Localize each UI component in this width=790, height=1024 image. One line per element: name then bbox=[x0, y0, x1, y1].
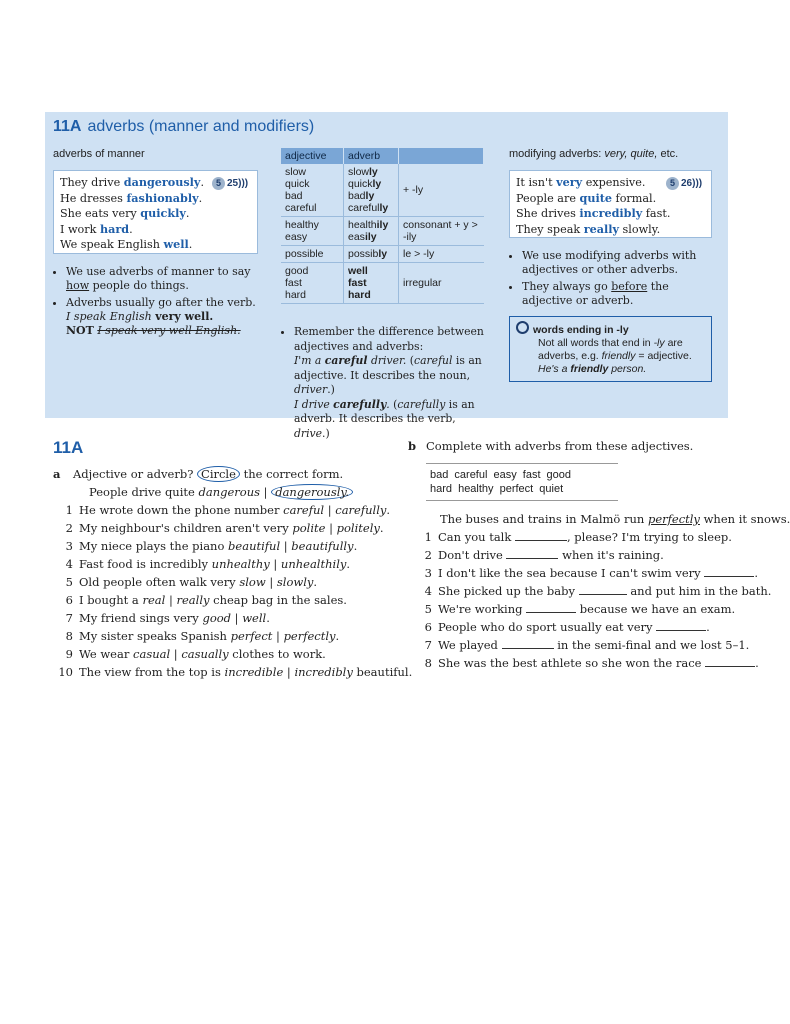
answer-options[interactable]: beautiful | beautifully bbox=[228, 539, 354, 553]
adjective-adverb-table bbox=[281, 148, 484, 304]
sound-icon: ))) bbox=[238, 178, 249, 189]
exercise-a bbox=[53, 465, 413, 681]
exercise-item: 5 Old people often walk very slow | slowly. bbox=[65, 575, 318, 589]
manner-heading: adverbs of manner bbox=[53, 148, 145, 160]
magnifier-icon bbox=[516, 321, 529, 334]
exercise-item: 6 People who do sport usually eat very . bbox=[424, 620, 710, 634]
manner-notes bbox=[53, 265, 263, 341]
manner-note-1: • We use adverbs of manner to say how people do things. bbox=[66, 265, 263, 293]
audio-disc: 5 bbox=[212, 177, 225, 190]
exercise-item: 7 My friend sings very good | well. bbox=[65, 611, 270, 625]
manner-example: We speak English well. bbox=[60, 237, 193, 251]
exercise-item: 1 Can you talk , please? I'm trying to sleep. bbox=[424, 530, 732, 544]
audio-disc: 5 bbox=[666, 177, 679, 190]
exercise-title: 11A bbox=[53, 438, 84, 457]
exercise-item: 2 My neighbour's children aren't very polite | politely. bbox=[65, 521, 384, 535]
modifying-note-1: • We use modifying adverbs with adjectives or other adverbs. bbox=[522, 249, 719, 277]
exercise-item: 5 We're working because we have an exam. bbox=[424, 602, 736, 616]
answer-options[interactable]: perfect | perfectly bbox=[230, 629, 336, 643]
answer-options[interactable]: real | really bbox=[142, 593, 210, 607]
exercise-item: 1 He wrote down the phone number careful | carefully. bbox=[65, 503, 391, 517]
manner-example: She eats very quickly. bbox=[60, 206, 190, 220]
adverb-cell: healthily easily bbox=[344, 217, 399, 246]
exercise-item: 7 We played in the semi-final and we lost 5–1. bbox=[424, 638, 750, 652]
exercise-item: 3 My niece plays the piano beautiful | beautifully. bbox=[65, 539, 358, 553]
answer-options[interactable]: polite | politely bbox=[292, 521, 380, 535]
rule-cell: + -ly bbox=[399, 164, 484, 217]
adjective-cell: slow quick bad careful bbox=[281, 164, 344, 217]
adverb-cell: well fast hard bbox=[344, 263, 399, 304]
exercise-item: 2 Don't drive when it's raining. bbox=[424, 548, 664, 562]
exercise-item: 6 I bought a real | really cheap bag in the sales. bbox=[65, 593, 347, 607]
exercise-a-example: People drive quite dangerous | dangerously. bbox=[53, 483, 393, 501]
answer-blank[interactable] bbox=[506, 548, 558, 559]
manner-example: He dresses fashionably. bbox=[60, 190, 203, 205]
exercise-item: 9 We wear casual | casually clothes to work. bbox=[65, 647, 326, 661]
adjective-cell: possible bbox=[281, 246, 344, 263]
exercise-b bbox=[418, 510, 790, 672]
word-box: bad careful easy fast good hard healthy perfect quiet bbox=[426, 463, 618, 501]
modifying-note-2: • They always go before the adjective or adverb. bbox=[522, 280, 719, 308]
table-header-adjective: adjective bbox=[281, 148, 344, 164]
table-row bbox=[281, 217, 484, 246]
exercise-item: 4 Fast food is incredibly unhealthy | unhealthily. bbox=[65, 557, 351, 571]
answer-blank[interactable] bbox=[526, 602, 576, 613]
exercise-item: 10 The view from the top is incredible | incredibly beautiful. bbox=[58, 665, 413, 679]
answer-blank[interactable] bbox=[704, 566, 754, 577]
answer-blank[interactable] bbox=[656, 620, 706, 631]
table-row bbox=[281, 164, 484, 217]
modifying-notes bbox=[509, 249, 719, 311]
adjective-cell: healthy easy bbox=[281, 217, 344, 246]
answer-blank[interactable] bbox=[705, 656, 755, 667]
answer-options[interactable]: slow | slowly bbox=[239, 575, 314, 589]
answer-options[interactable]: good | well bbox=[202, 611, 267, 625]
answer-blank[interactable] bbox=[502, 638, 554, 649]
exercise-item: 8 My sister speaks Spanish perfect | perfectly. bbox=[65, 629, 340, 643]
adjective-cell: good fast hard bbox=[281, 263, 344, 304]
manner-note-2: • Adverbs usually go after the verb. I speak English very well. NOT I speak very well English. bbox=[66, 296, 263, 338]
tip-box: words ending in -ly Not all words that end in -ly are adverbs, e.g. friendly = adjective. He's a friendly person. bbox=[509, 316, 712, 382]
exercise-item: 8 She was the best athlete so she won the race . bbox=[424, 656, 759, 670]
unit-title: 11A adverbs (manner and modifiers) bbox=[53, 118, 315, 135]
answer-options[interactable]: incredible | incredibly bbox=[224, 665, 353, 679]
answer-options[interactable]: careful | carefully bbox=[283, 503, 387, 517]
answer-options[interactable]: unhealthy | unhealthily bbox=[211, 557, 347, 571]
exercise-item: 4 She picked up the baby and put him in the bath. bbox=[424, 584, 772, 598]
exercise-b-example: The buses and trains in Malmö run perfectly when it snows. bbox=[440, 512, 790, 526]
modifying-example: She drives incredibly fast. bbox=[516, 206, 671, 220]
answer-options[interactable]: casual | casually bbox=[133, 647, 229, 661]
modifying-example: People are quite formal. bbox=[516, 190, 657, 205]
exercise-a-instruction: a Adjective or adverb? Circle the correct form. bbox=[53, 467, 344, 481]
rule-cell: irregular bbox=[399, 263, 484, 304]
sound-icon: ))) bbox=[692, 178, 703, 189]
rule-cell: le > -ly bbox=[399, 246, 484, 263]
modifying-example: It isn't very expensive. bbox=[516, 175, 646, 189]
table-row bbox=[281, 246, 484, 263]
answer-blank[interactable] bbox=[579, 584, 627, 595]
audio-badge-26[interactable]: 5 26))) bbox=[666, 177, 702, 190]
table-row bbox=[281, 263, 484, 304]
table-header-rule bbox=[399, 148, 484, 164]
exercise-b-items bbox=[418, 528, 772, 672]
table-note: • Remember the difference between adjectives and adverbs: I'm a careful driver. (careful is an adjective. It describes the noun, driver.) I drive carefully. (carefully is an adverb. It describes the verb, drive.) bbox=[281, 325, 486, 444]
exercise-a-items bbox=[53, 501, 413, 681]
adverb-cell: slowly quickly badly carefully bbox=[344, 164, 399, 217]
modifying-heading: modifying adverbs: very, quite, etc. bbox=[509, 148, 679, 160]
exercise-item: 3 I don't like the sea because I can't swim very . bbox=[424, 566, 758, 580]
answer-blank[interactable] bbox=[515, 530, 567, 541]
table-header-adverb: adverb bbox=[344, 148, 399, 164]
manner-example: I work hard. bbox=[60, 221, 133, 236]
manner-example: They drive dangerously. bbox=[60, 175, 204, 189]
modifying-example: They speak really slowly. bbox=[516, 221, 661, 236]
adverb-cell: possibly bbox=[344, 246, 399, 263]
audio-badge-25[interactable]: 5 25))) bbox=[212, 177, 248, 190]
rule-cell: consonant + y > -ily bbox=[399, 217, 484, 246]
exercise-b-instruction: b Complete with adverbs from these adjectives. bbox=[408, 439, 694, 453]
